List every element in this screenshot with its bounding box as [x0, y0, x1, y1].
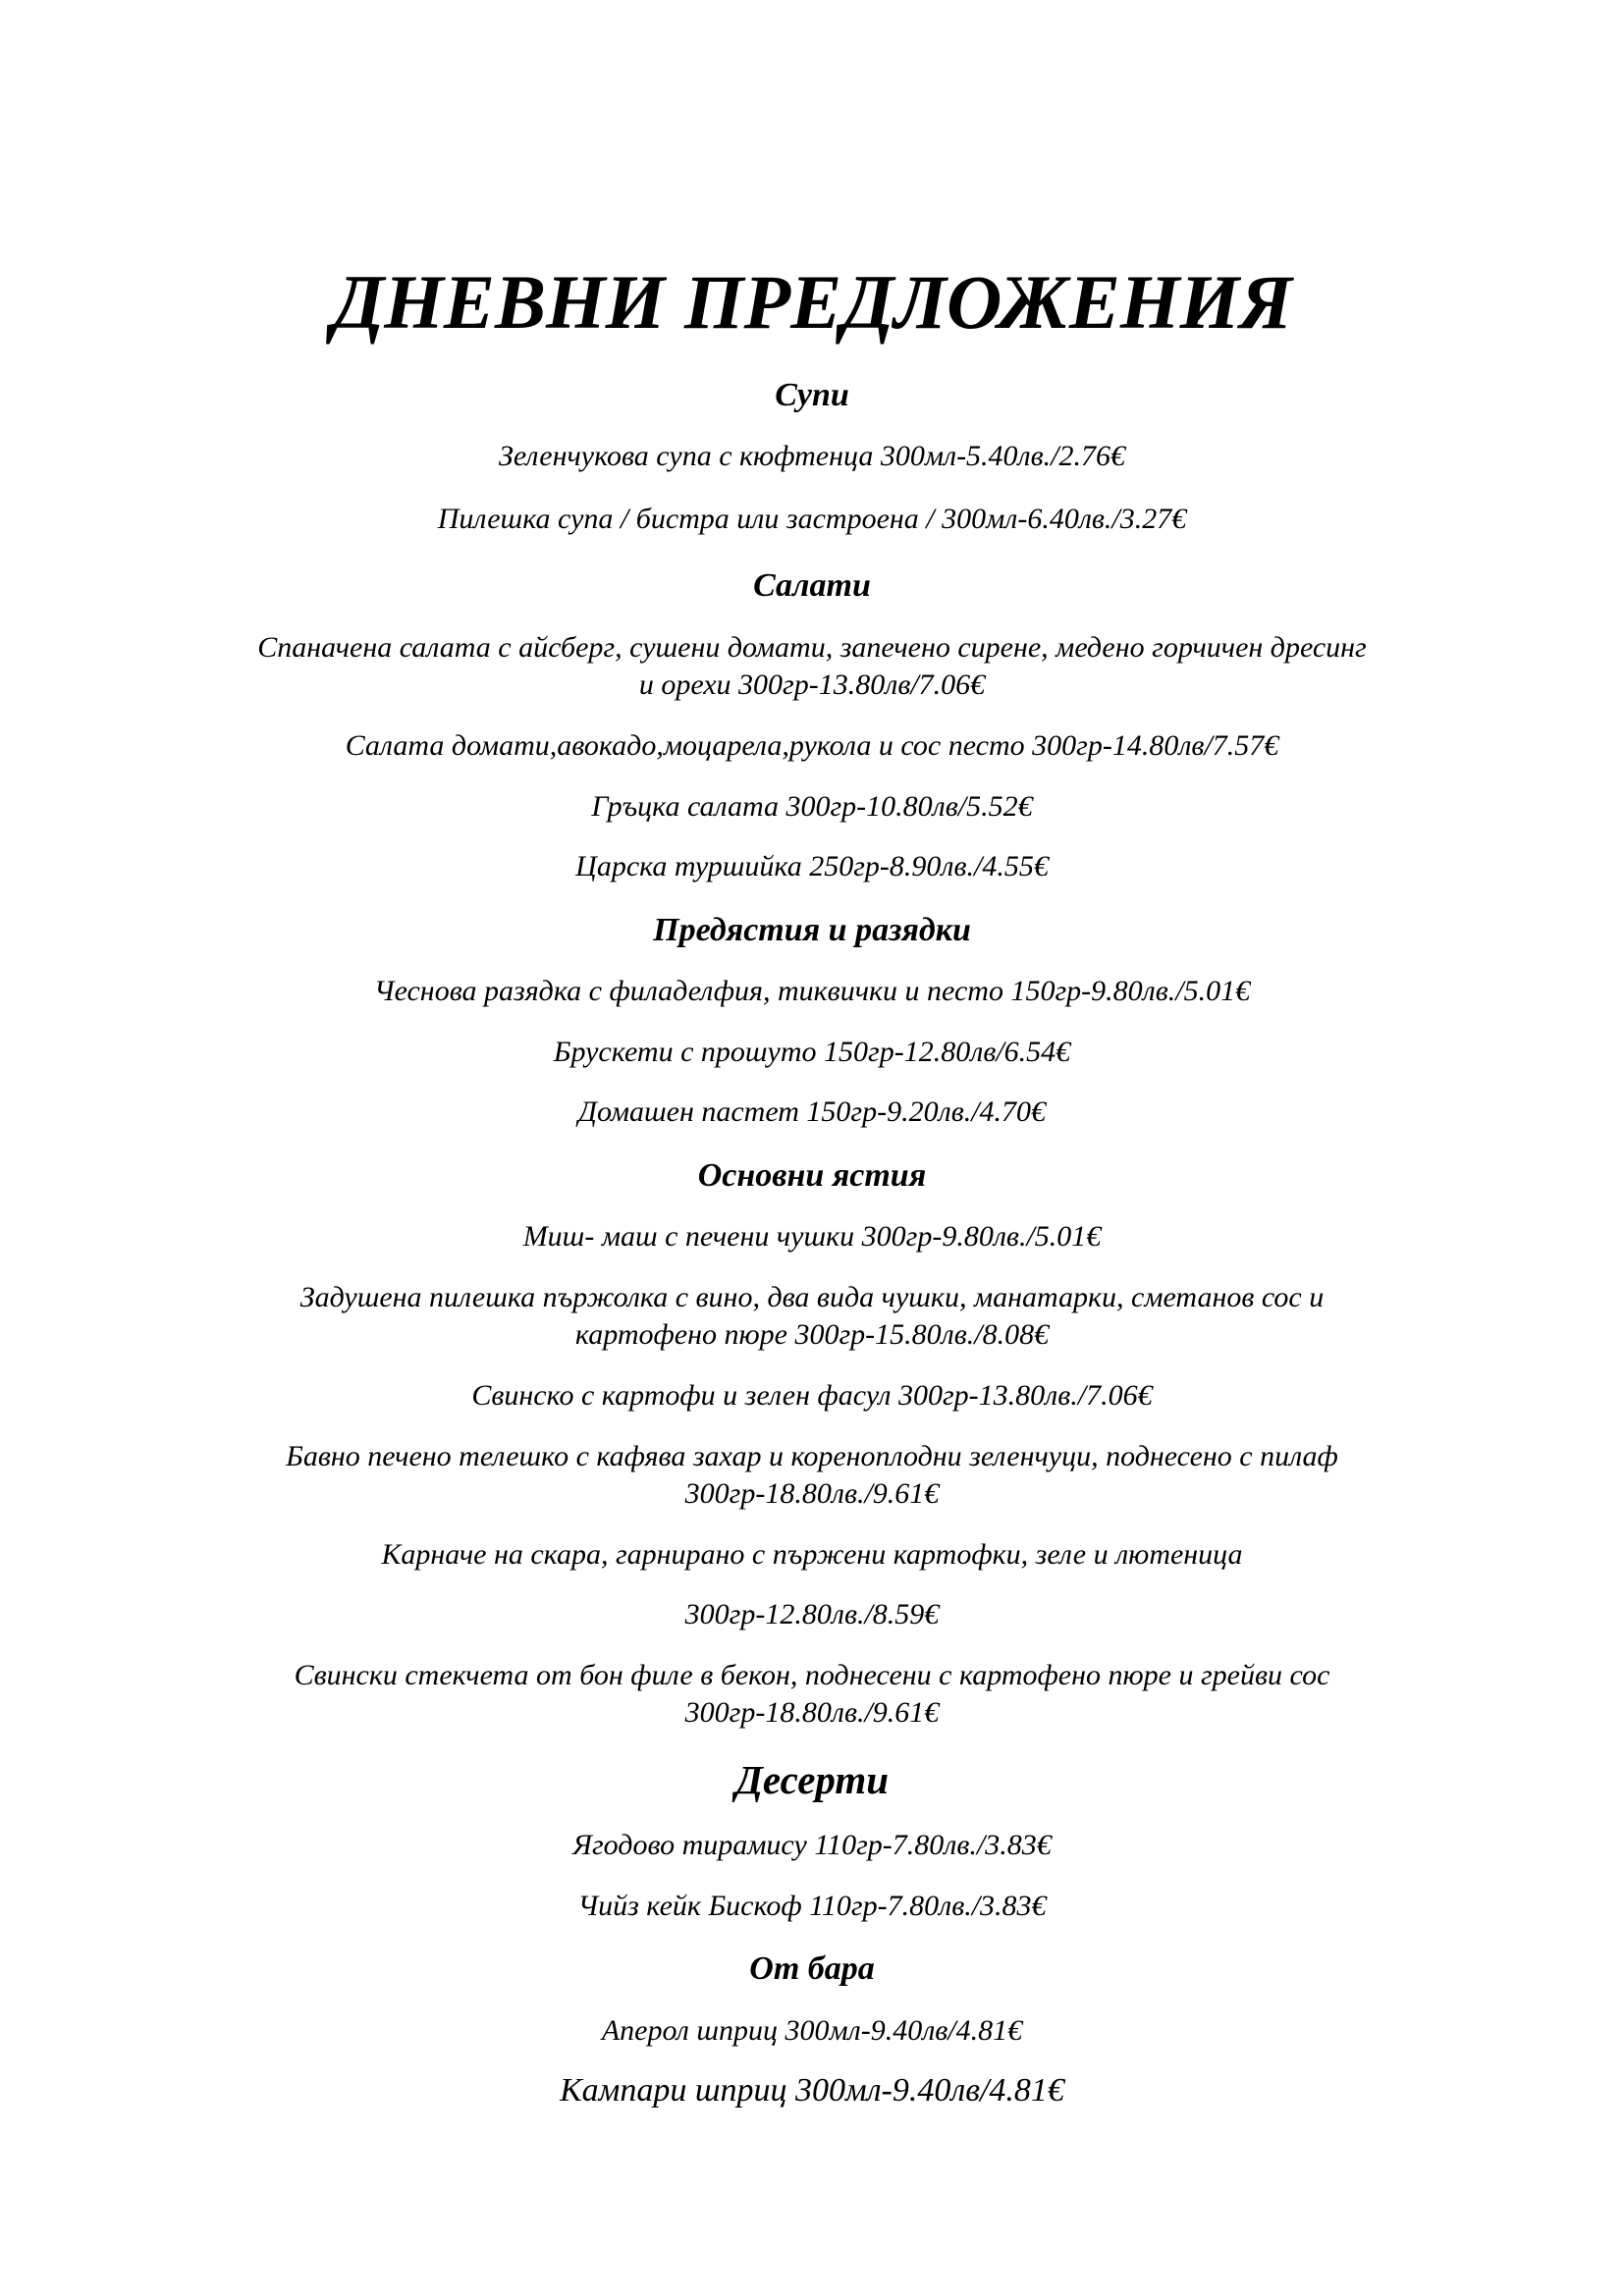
menu-item: Задушена пилешка пържолка с вино, два вида чушки, манатарки, сметанов сос и — [299, 1281, 1325, 1313]
section-heading-bar: От бара — [749, 1950, 875, 1987]
menu-item: картофено пюре 300гр-15.80лв./8.08€ — [574, 1318, 1050, 1351]
menu-item: Бавно печено телешко с кафява захар и коренoплодни зеленчуци, поднесено с пилаф — [286, 1440, 1338, 1472]
menu-item: Брускети с прошуто 150гр-12.80лв/6.54€ — [553, 1036, 1071, 1068]
menu-item: Гръцка салата 300гр-10.80лв/5.52€ — [591, 790, 1033, 823]
menu-item: 300гр-18.80лв./9.61€ — [684, 1477, 940, 1510]
menu-item: 300гр-12.80лв./8.59€ — [684, 1598, 940, 1630]
menu-item: Миш- маш с печени чушки 300гр-9.80лв./5.01€ — [522, 1220, 1102, 1253]
menu-item: Свинско с картофи и зелен фасул 300гр-13.80лв./7.06€ — [471, 1379, 1153, 1412]
menu-item: Ягодово тирамису 110гр-7.80лв./3.83€ — [572, 1829, 1052, 1861]
menu-item: Кампари шприц 300мл-9.40лв/4.81€ — [560, 2072, 1064, 2109]
menu-item: Аперол шприц 300мл-9.40лв/4.81€ — [601, 2014, 1023, 2047]
menu-item: Свински стекчета от бон филе в бекон, поднесени с картофено пюре и грейви сос — [294, 1659, 1330, 1691]
menu-item: Спаначена салата с айсберг, сушени домати, запечено сирене, медено горчичен дресинг — [257, 631, 1367, 664]
menu-item: Чийз кейк Бискоф 110гр-7.80лв./3.83€ — [577, 1890, 1047, 1922]
menu-item: Зеленчукова супа с кюфтенца 300мл-5.40лв./2.76€ — [499, 440, 1125, 472]
menu-item: и орехи 300гр-13.80лв/7.06€ — [638, 668, 986, 701]
menu-item: Чеснова разядка с филаделфия, тиквички и песто 150гр-9.80лв./5.01€ — [373, 975, 1251, 1007]
menu-item: Царска туршийка 250гр-8.90лв./4.55€ — [575, 850, 1049, 882]
section-heading-desserts: Десерти — [734, 1757, 890, 1802]
page-title: ДНЕВНИ ПРЕДЛОЖЕНИЯ — [331, 259, 1293, 345]
section-heading-starters: Предястия и разядки — [653, 912, 971, 948]
menu-item: Карначе на скара, гарнирано с пържени картофки, зеле и лютеница — [381, 1538, 1243, 1571]
menu-item: Салата домати,авокадо,моцарела,рукола и сос песто 300гр-14.80лв/7.57€ — [345, 729, 1279, 762]
menu-item: 300гр-18.80лв./9.61€ — [684, 1696, 940, 1729]
section-heading-soups: Супи — [775, 377, 849, 413]
section-heading-salads: Салати — [753, 567, 871, 604]
section-heading-mains: Основни ястия — [697, 1157, 927, 1194]
menu-item: Домашен пастет 150гр-9.20лв./4.70€ — [577, 1095, 1047, 1128]
menu-item: Пилешка супа / бистра или застроена / 300мл-6.40лв./3.27€ — [437, 503, 1187, 535]
